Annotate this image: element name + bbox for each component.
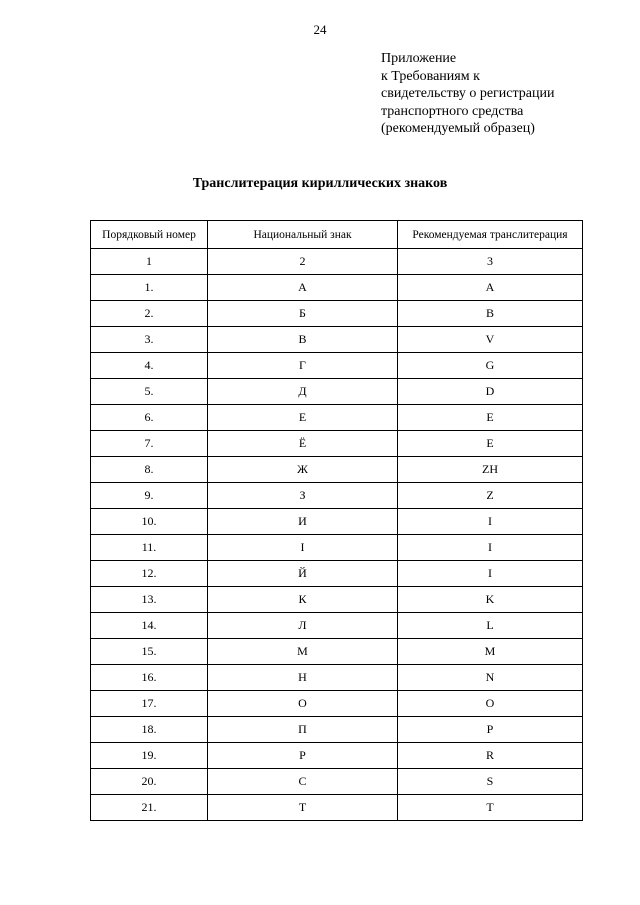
cell-ordinal-number: 16. bbox=[91, 665, 208, 691]
cell-national-sign: 2 bbox=[208, 249, 398, 275]
annex-line: к Требованиям к bbox=[381, 68, 480, 84]
cell-ordinal-number: 21. bbox=[91, 795, 208, 821]
cell-national-sign: Й bbox=[208, 561, 398, 587]
document-title: Транслитерация кириллических знаков bbox=[192, 176, 448, 191]
cell-ordinal-number: 17. bbox=[91, 691, 208, 717]
cell-transliteration: I bbox=[398, 561, 583, 587]
cell-national-sign: А bbox=[208, 275, 398, 301]
table-row bbox=[91, 743, 583, 769]
cell-national-sign: Ж bbox=[208, 457, 398, 483]
table-row bbox=[91, 457, 583, 483]
cell-ordinal-number: 11. bbox=[91, 535, 208, 561]
cell-transliteration: Z bbox=[398, 483, 583, 509]
annex-line: Приложение bbox=[381, 51, 457, 66]
cell-ordinal-number: 18. bbox=[91, 717, 208, 743]
cell-transliteration: S bbox=[398, 769, 583, 795]
cell-transliteration: R bbox=[398, 743, 583, 769]
cell-national-sign: Ё bbox=[208, 431, 398, 457]
cell-ordinal-number: 13. bbox=[91, 587, 208, 613]
cell-ordinal-number: 12. bbox=[91, 561, 208, 587]
cell-ordinal-number: 1 bbox=[91, 249, 208, 275]
cell-ordinal-number: 9. bbox=[91, 483, 208, 509]
annex-line: транспортного средства bbox=[381, 103, 524, 119]
annex-line: (рекомендуемый образец) bbox=[381, 121, 535, 136]
cell-national-sign: С bbox=[208, 769, 398, 795]
page-number: 24 bbox=[313, 22, 327, 37]
table-row bbox=[91, 587, 583, 613]
cell-transliteration: G bbox=[398, 353, 583, 379]
cell-national-sign: Р bbox=[208, 743, 398, 769]
table-row bbox=[91, 639, 583, 665]
cell-transliteration: T bbox=[398, 795, 583, 821]
table-row bbox=[91, 353, 583, 379]
cell-ordinal-number: 20. bbox=[91, 769, 208, 795]
table-row bbox=[91, 665, 583, 691]
cell-ordinal-number: 8. bbox=[91, 457, 208, 483]
table-row bbox=[91, 769, 583, 795]
header-national-sign: Национальный знак bbox=[208, 221, 398, 249]
table-row bbox=[91, 613, 583, 639]
cell-transliteration: ZH bbox=[398, 457, 583, 483]
cell-national-sign: Г bbox=[208, 353, 398, 379]
cell-transliteration: 3 bbox=[398, 249, 583, 275]
cell-ordinal-number: 6. bbox=[91, 405, 208, 431]
cell-national-sign: И bbox=[208, 509, 398, 535]
cell-transliteration: E bbox=[398, 431, 583, 457]
cell-ordinal-number: 7. bbox=[91, 431, 208, 457]
cell-ordinal-number: 19. bbox=[91, 743, 208, 769]
cell-ordinal-number: 10. bbox=[91, 509, 208, 535]
header-ordinal-number: Порядковый номер bbox=[91, 221, 208, 249]
table-row bbox=[91, 795, 583, 821]
cell-national-sign: I bbox=[208, 535, 398, 561]
cell-national-sign: Е bbox=[208, 405, 398, 431]
cell-ordinal-number: 5. bbox=[91, 379, 208, 405]
cell-transliteration: M bbox=[398, 639, 583, 665]
table-row bbox=[91, 327, 583, 353]
cell-ordinal-number: 1. bbox=[91, 275, 208, 301]
cell-national-sign: Б bbox=[208, 301, 398, 327]
table-row bbox=[91, 509, 583, 535]
table-row bbox=[91, 535, 583, 561]
table-body bbox=[91, 249, 583, 821]
cell-ordinal-number: 3. bbox=[91, 327, 208, 353]
cell-national-sign: О bbox=[208, 691, 398, 717]
transliteration-table bbox=[90, 220, 583, 821]
cell-transliteration: B bbox=[398, 301, 583, 327]
cell-national-sign: З bbox=[208, 483, 398, 509]
table-row bbox=[91, 483, 583, 509]
cell-national-sign: Л bbox=[208, 613, 398, 639]
cell-transliteration: D bbox=[398, 379, 583, 405]
cell-national-sign: П bbox=[208, 717, 398, 743]
cell-transliteration: K bbox=[398, 587, 583, 613]
cell-transliteration: N bbox=[398, 665, 583, 691]
cell-national-sign: М bbox=[208, 639, 398, 665]
cell-transliteration: I bbox=[398, 535, 583, 561]
table-row bbox=[91, 691, 583, 717]
cell-ordinal-number: 14. bbox=[91, 613, 208, 639]
cell-transliteration: E bbox=[398, 405, 583, 431]
cell-national-sign: К bbox=[208, 587, 398, 613]
cell-national-sign: Т bbox=[208, 795, 398, 821]
table-row bbox=[91, 275, 583, 301]
table-row bbox=[91, 717, 583, 743]
cell-transliteration: L bbox=[398, 613, 583, 639]
table-row bbox=[91, 561, 583, 587]
cell-transliteration: A bbox=[398, 275, 583, 301]
annex-block bbox=[381, 50, 554, 138]
annex-line: свидетельству о регистрации bbox=[381, 86, 555, 101]
table-row bbox=[91, 405, 583, 431]
table-row bbox=[91, 431, 583, 457]
table-row bbox=[91, 301, 583, 327]
cell-ordinal-number: 4. bbox=[91, 353, 208, 379]
cell-ordinal-number: 15. bbox=[91, 639, 208, 665]
cell-national-sign: Д bbox=[208, 379, 398, 405]
table-header-row bbox=[91, 221, 583, 249]
header-recommended-transliteration: Рекомендуемая транслитерация bbox=[398, 221, 583, 249]
cell-transliteration: I bbox=[398, 509, 583, 535]
cell-national-sign: В bbox=[208, 327, 398, 353]
table-row bbox=[91, 379, 583, 405]
cell-national-sign: Н bbox=[208, 665, 398, 691]
cell-ordinal-number: 2. bbox=[91, 301, 208, 327]
table-row bbox=[91, 249, 583, 275]
cell-transliteration: O bbox=[398, 691, 583, 717]
cell-transliteration: P bbox=[398, 717, 583, 743]
cell-transliteration: V bbox=[398, 327, 583, 353]
